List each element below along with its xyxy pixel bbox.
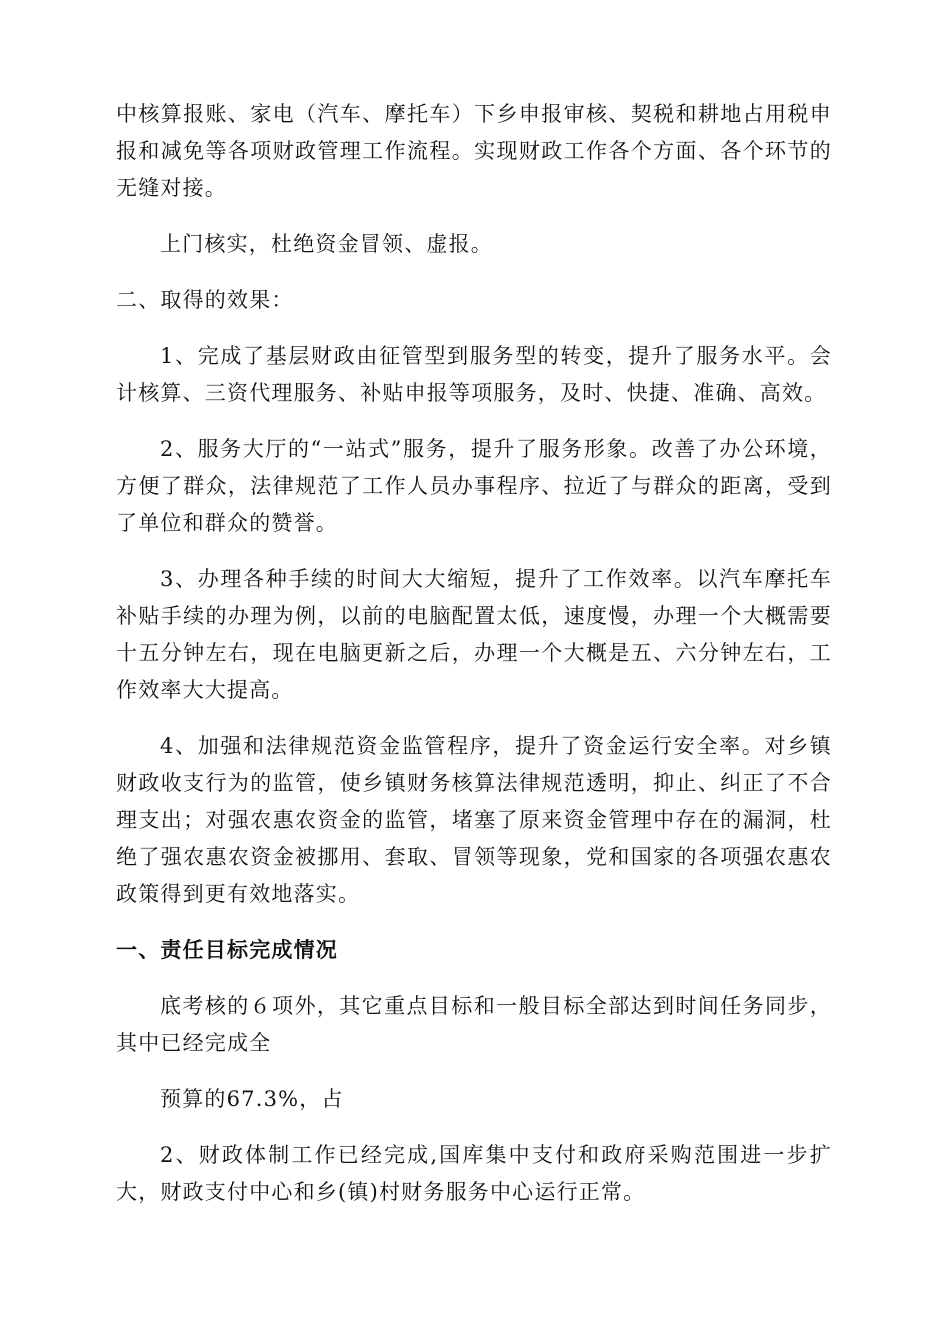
paragraph-fiscal-system: 2、财政体制工作已经完成,国库集中支付和政府采购范围进一步扩大，财政支付中心和乡(镇)村财务服务中心运行正常。 bbox=[116, 1143, 832, 1204]
paragraph-verification: 上门核实，杜绝资金冒领、虚报。 bbox=[160, 232, 493, 256]
paragraph-result-1: 1、完成了基层财政由征管型到服务型的转变，提升了服务水平。会计核算、三资代理服务、补贴申报等项服务，及时、快捷、准确、高效。 bbox=[116, 344, 832, 405]
paragraph-result-3: 3、办理各种手续的时间大大缩短，提升了工作效率。以汽车摩托车补贴手续的办理为例，以前的电脑配置太低，速度慢，办理一个大概需要十五分钟左右，现在电脑更新之后，办理一个大概是五、六分钟左右，工作效率大大提高。 bbox=[116, 567, 832, 702]
document-page bbox=[116, 96, 832, 1230]
paragraph-result-2: 2、服务大厅的“一站式”服务，提升了服务形象。改善了办公环境，方便了群众，法律规范了工作人员办事程序、拉近了与群众的距离，受到了单位和群众的赞誉。 bbox=[116, 437, 832, 535]
section-heading-targets: 一、责任目标完成情况 bbox=[116, 938, 338, 962]
paragraph-workflow: 中核算报账、家电（汽车、摩托车）下乡申报审核、契税和耕地占用税申报和减免等各项财政管理工作流程。实现财政工作各个方面、各个环节的无缝对接。 bbox=[116, 102, 832, 200]
paragraph-targets-assessment: 底考核的６项外，其它重点目标和一般目标全部达到时间任务同步，其中已经完成全 bbox=[116, 994, 832, 1055]
section-heading-results: 二、取得的效果： bbox=[116, 288, 294, 312]
paragraph-result-4: 4、加强和法律规范资金监管程序，提升了资金运行安全率。对乡镇财政收支行为的监管，使乡镇财务核算法律规范透明，抑止、纠正了不合理支出；对强农惠农资金的监管，堵塞了原来资金管理中存在的漏洞，杜绝了强农惠农资金被挪用、套取、冒领等现象，党和国家的各项强农惠农政策得到更有效地落实。 bbox=[116, 734, 832, 906]
paragraph-budget: 预算的67.3%，占 bbox=[160, 1087, 344, 1111]
